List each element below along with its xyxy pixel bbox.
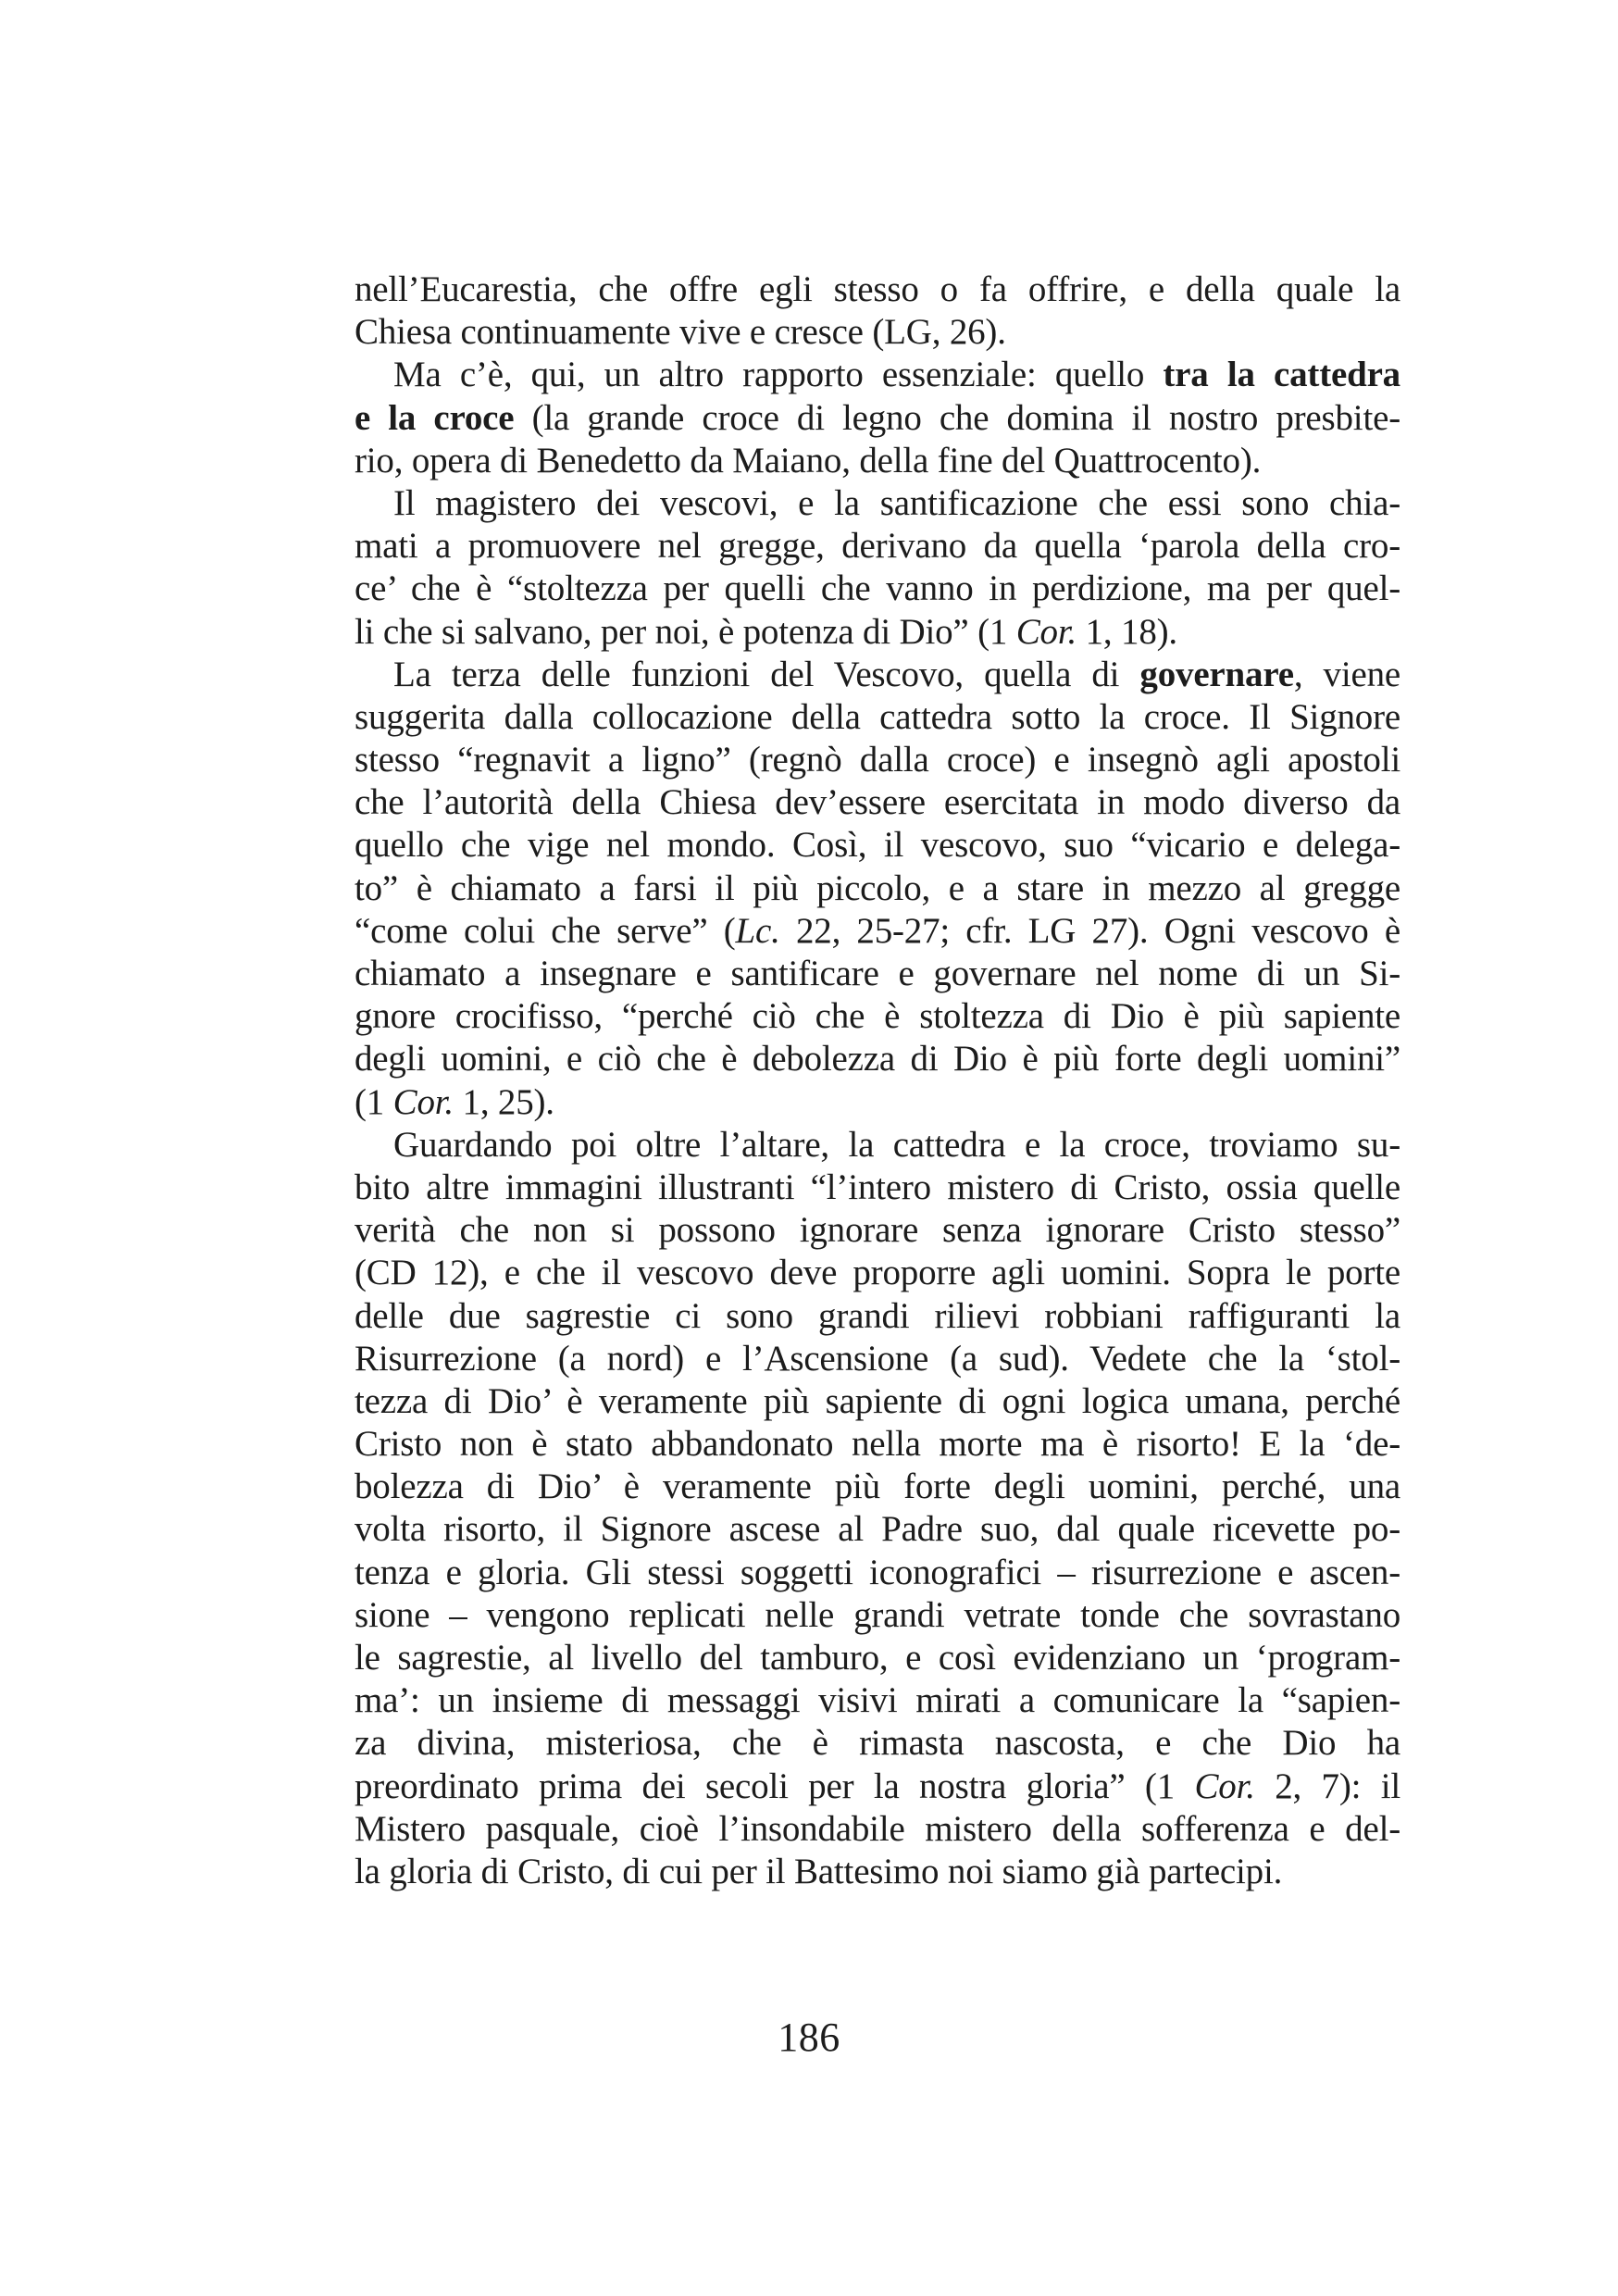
text-line	[355, 397, 1400, 440]
text-run: sione – vengono replicati nelle grandi vetrate tonde che sovrastano	[355, 1594, 1400, 1635]
text-run: Mistero pasquale, cioè l’insondabile mistero della sofferenza e del-	[355, 1808, 1400, 1849]
text-run: che l’autorità della Chiesa dev’essere esercitata in modo diverso da	[355, 782, 1400, 823]
text-run: za divina, misteriosa, che è rimasta nascosta, e che Dio ha	[355, 1723, 1400, 1764]
text-run: to” è chiamato a farsi il più piccolo, e a stare in mezzo al gregge	[355, 867, 1400, 908]
text-line	[355, 1081, 1400, 1124]
text-line	[355, 440, 1400, 482]
text-run: 2, 7): il	[1254, 1766, 1400, 1806]
text-run: Guardando poi oltre l’altare, la cattedra e la croce, troviamo su-	[393, 1124, 1400, 1165]
text-run: Chiesa continuamente vive e cresce (LG, 26).	[355, 312, 1006, 353]
paragraph	[355, 354, 1400, 482]
text-run: volta risorto, il Signore ascese al Padre suo, dal quale ricevette po-	[355, 1509, 1400, 1550]
text-line	[355, 696, 1400, 739]
text-run: delle due sagrestie ci sono grandi rilievi robbiani raffiguranti la	[355, 1295, 1400, 1336]
text-line	[355, 568, 1400, 610]
text-line	[355, 1594, 1400, 1637]
text-run: Risurrezione (a nord) e l’Ascensione (a sud). Vedete che la ‘stol-	[355, 1338, 1400, 1379]
text-line	[355, 482, 1400, 525]
text-run: mati a promuovere nel gregge, derivano da quella ‘parola della cro-	[355, 526, 1400, 567]
text-run: Ma c’è, qui, un altro rapporto essenziale: quello	[393, 355, 1164, 395]
text-run: , viene	[1293, 654, 1401, 694]
bold-text: governare	[1139, 654, 1294, 694]
text-line	[355, 1766, 1400, 1808]
text-line	[355, 268, 1400, 311]
text-line	[355, 654, 1400, 696]
text-line	[355, 1338, 1400, 1380]
text-line	[355, 953, 1400, 995]
text-line	[355, 354, 1400, 396]
text-line	[355, 995, 1400, 1038]
text-line	[355, 910, 1400, 953]
text-line	[355, 1637, 1400, 1679]
text-line	[355, 1722, 1400, 1765]
text-line	[355, 1209, 1400, 1252]
text-run: tezza di Dio’ è veramente più sapiente di ogni logica umana, perché	[355, 1380, 1400, 1421]
paragraph	[355, 1124, 1400, 1893]
text-run: Il magistero dei vescovi, e la santificazione che essi sono chia-	[393, 482, 1400, 523]
text-line	[355, 1466, 1400, 1508]
text-line	[355, 1423, 1400, 1466]
text-run: preordinato prima dei secoli per la nostra gloria” (1	[355, 1766, 1195, 1806]
text-run: 1, 25).	[453, 1081, 554, 1122]
text-line	[355, 1167, 1400, 1209]
paragraph	[355, 654, 1400, 1124]
text-run: la gloria di Cristo, di cui per il Battesimo noi siamo già partecipi.	[355, 1851, 1283, 1891]
text-run: Cristo non è stato abbandonato nella morte ma è risorto! E la ‘de-	[355, 1424, 1400, 1465]
text-run: le sagrestie, al livello del tamburo, e così evidenziano un ‘program-	[355, 1638, 1400, 1678]
text-line	[355, 739, 1400, 781]
paragraph	[355, 482, 1400, 654]
text-line	[355, 311, 1400, 354]
text-run: nell’Eucarestia, che offre egli stesso o fa offrire, e della quale la	[355, 269, 1400, 309]
body-text	[355, 268, 1400, 1893]
text-run: 1, 18).	[1077, 611, 1177, 652]
italic-text: Cor.	[392, 1081, 454, 1122]
text-run: chiamato a insegnare e santificare e governare nel nome di un Si-	[355, 954, 1400, 993]
page-number: 186	[778, 2015, 840, 2060]
text-line	[355, 525, 1400, 568]
text-line	[355, 1552, 1400, 1594]
text-run: degli uomini, e ciò che è debolezza di Dio è più forte degli uomini”	[355, 1039, 1400, 1079]
text-line	[355, 1380, 1400, 1423]
italic-text: Cor.	[1015, 611, 1077, 652]
text-run: ce’ che è “stoltezza per quelli che vanno in perdizione, ma per quel-	[355, 568, 1400, 609]
italic-text: Cor.	[1194, 1766, 1255, 1806]
text-run: “come colui che serve” (	[355, 910, 736, 951]
text-run: stesso “regnavit a ligno” (regnò dalla croce) e insegnò agli apostoli	[355, 740, 1400, 780]
text-run: (1	[355, 1081, 393, 1122]
text-run: ma’: un insieme di messaggi visivi mirati a comunicare la “sapien-	[355, 1680, 1400, 1721]
text-line	[355, 1679, 1400, 1722]
text-run: bolezza di Dio’ è veramente più forte degli uomini, perché, una	[355, 1466, 1400, 1507]
text-run: quello che vige nel mondo. Così, il vescovo, suo “vicario e delega-	[355, 825, 1400, 866]
text-line	[355, 781, 1400, 824]
text-run: bito altre immagini illustranti “l’intero mistero di Cristo, ossia quelle	[355, 1167, 1400, 1207]
text-line	[355, 1124, 1400, 1167]
text-line	[355, 1038, 1400, 1080]
text-line	[355, 824, 1400, 867]
text-line	[355, 1851, 1400, 1893]
text-run: li che si salvano, per noi, è potenza di Dio” (1	[355, 611, 1016, 652]
text-line	[355, 867, 1400, 910]
text-line	[355, 1508, 1400, 1551]
bold-text: tra la cattedra	[1163, 355, 1400, 395]
text-line	[355, 1808, 1400, 1851]
text-run: verità che non si possono ignorare senza ignorare Cristo stesso”	[355, 1210, 1400, 1251]
text-line	[355, 611, 1400, 654]
text-run: (CD 12), e che il vescovo deve proporre agli uomini. Sopra le porte	[355, 1253, 1400, 1293]
text-run: gnore crocifisso, “perché ciò che è stoltezza di Dio è più sapiente	[355, 996, 1400, 1037]
text-run: tenza e gloria. Gli stessi soggetti iconografici – risurrezione e ascen-	[355, 1552, 1400, 1592]
text-run: suggerita dalla collocazione della cattedra sotto la croce. Il Signore	[355, 696, 1400, 737]
bold-text: e la croce	[355, 397, 515, 438]
text-run: 22, 25-27; cfr. LG 27). Ogni vescovo è	[779, 910, 1400, 951]
paragraph	[355, 268, 1400, 354]
text-line	[355, 1295, 1400, 1338]
italic-text: Lc.	[735, 910, 780, 951]
text-run: La terza delle funzioni del Vescovo, quella di	[393, 654, 1140, 694]
text-run: rio, opera di Benedetto da Maiano, della fine del Quattrocento).	[355, 440, 1262, 480]
text-line	[355, 1252, 1400, 1294]
text-run: (la grande croce di legno che domina il nostro presbite-	[514, 397, 1400, 438]
